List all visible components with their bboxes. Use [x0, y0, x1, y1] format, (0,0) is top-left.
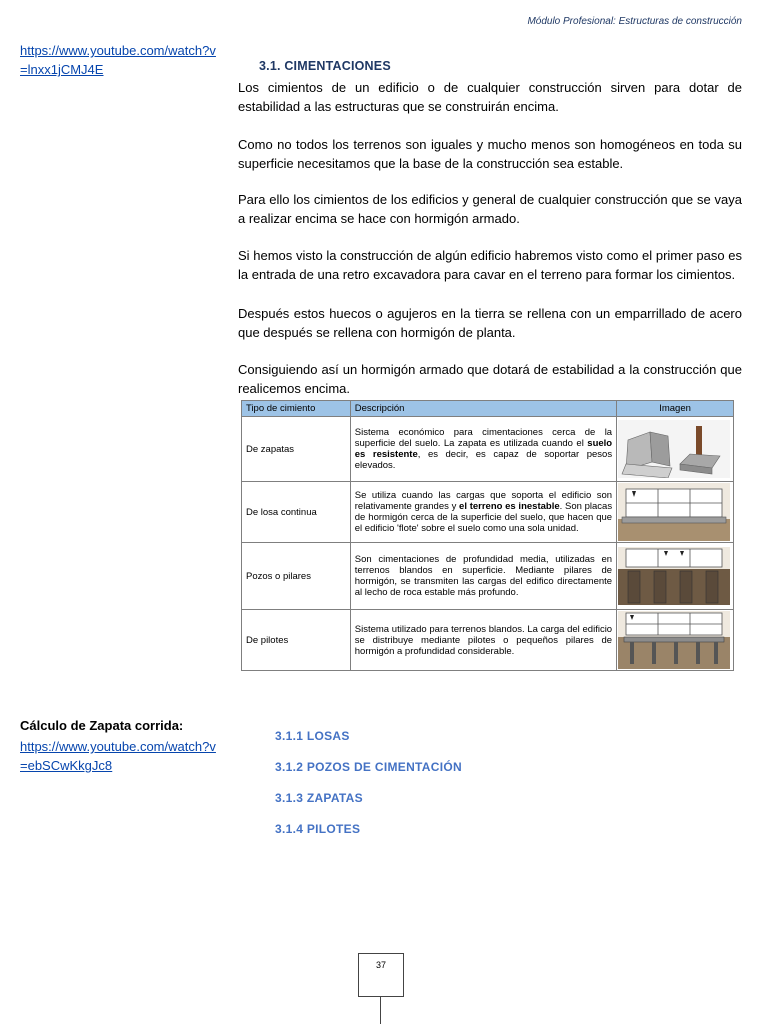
slab-illustration [618, 483, 730, 541]
table-row [242, 610, 734, 671]
page-number-box [358, 953, 404, 997]
header-description: Descripción [350, 401, 616, 417]
foundation-types-table [241, 400, 734, 671]
paragraph-6: Consiguiendo así un hormigón armado que dotará de estabilidad a la construcción que realicemos encima. [238, 362, 742, 396]
youtube-link-2-text[interactable]: https://www.youtube.com/watch?v=ebSCwKkgJc8 [20, 739, 216, 773]
page-number: 37 [375, 960, 386, 970]
paragraph-1: Los cimientos de un edificio o de cualquier construcción sirven para dotar de estabilidad a las estructuras que se construirán encima. [238, 80, 742, 114]
paragraph-4: Si hemos visto la construcción de algún edificio habremos visto como el primer paso es la entrada de una retro excavadora para cavar en el terreno para formar los cimientos. [238, 248, 742, 282]
image-cell [617, 417, 734, 482]
header-image: Imagen [617, 401, 734, 417]
table-row [242, 543, 734, 610]
pier-illustration [618, 547, 730, 605]
description-cell: Sistema económico para cimentaciones cerca de la superficie del suelo. La zapata es utilizada cuando el suelo es resistente, es decir, es capaz de soportar pesos elevados. [350, 417, 616, 482]
document-header: Módulo Profesional: Estructuras de construcción [527, 16, 742, 27]
footing-illustration [618, 420, 730, 478]
section-title: 3.1. CIMENTACIONES [259, 59, 391, 73]
table-row [242, 417, 734, 482]
image-cell [617, 543, 734, 610]
image-cell [617, 482, 734, 543]
youtube-link-1-text[interactable]: https://www.youtube.com/watch?v=lnxx1jCMJ4E [20, 43, 216, 77]
table-header-row [242, 401, 734, 417]
table-row [242, 482, 734, 543]
paragraph-3: Para ello los cimientos de los edificios y general de cualquier construcción que se vaya a realizar encima se hace con hormigón armado. [238, 192, 742, 226]
header-type: Tipo de cimiento [242, 401, 351, 417]
image-cell [617, 610, 734, 671]
paragraph-5: Después estos huecos o agujeros en la tierra se rellena con un emparrillado de acero que después se rellena con hormigón de planta. [238, 306, 742, 340]
page-number-line [380, 996, 381, 1024]
description-cell: Son cimentaciones de profundidad media, utilizadas en terrenos blandos en superficie. Mediante pilares de hormigón, se transmiten las cargas del edifico directamente al lecho de roca estable más profundo. [350, 543, 616, 610]
type-cell: De pilotes [242, 610, 351, 671]
youtube-link-1[interactable] [20, 41, 220, 79]
type-cell: De zapatas [242, 417, 351, 482]
toc-item-zapatas[interactable]: 3.1.3 ZAPATAS [275, 791, 363, 805]
youtube-link-2[interactable] [20, 737, 220, 775]
type-cell: De losa continua [242, 482, 351, 543]
toc-item-pozos[interactable]: 3.1.2 POZOS DE CIMENTACIÓN [275, 760, 462, 774]
description-cell: Se utiliza cuando las cargas que soporta el edificio son relativamente grandes y el terreno es inestable. Son placas de hormigón cerca de la superficie del suelo, que hacen que el edificio 'flote' sobre el suelo como una sola unidad. [350, 482, 616, 543]
zapata-calc-label: Cálculo de Zapata corrida: [20, 718, 184, 733]
toc-item-losas[interactable]: 3.1.1 LOSAS [275, 729, 350, 743]
type-cell: Pozos o pilares [242, 543, 351, 610]
paragraph-2: Como no todos los terrenos son iguales y mucho menos son homogéneos en toda su superficie necesitamos que la base de la construcción sea estable. [238, 137, 742, 171]
description-cell: Sistema utilizado para terrenos blandos. La carga del edificio se distribuye mediante pilotes o pequeños pilares de hormigón a profundidad considerable. [350, 610, 616, 671]
pile-illustration [618, 611, 730, 669]
toc-item-pilotes[interactable]: 3.1.4 PILOTES [275, 822, 361, 836]
